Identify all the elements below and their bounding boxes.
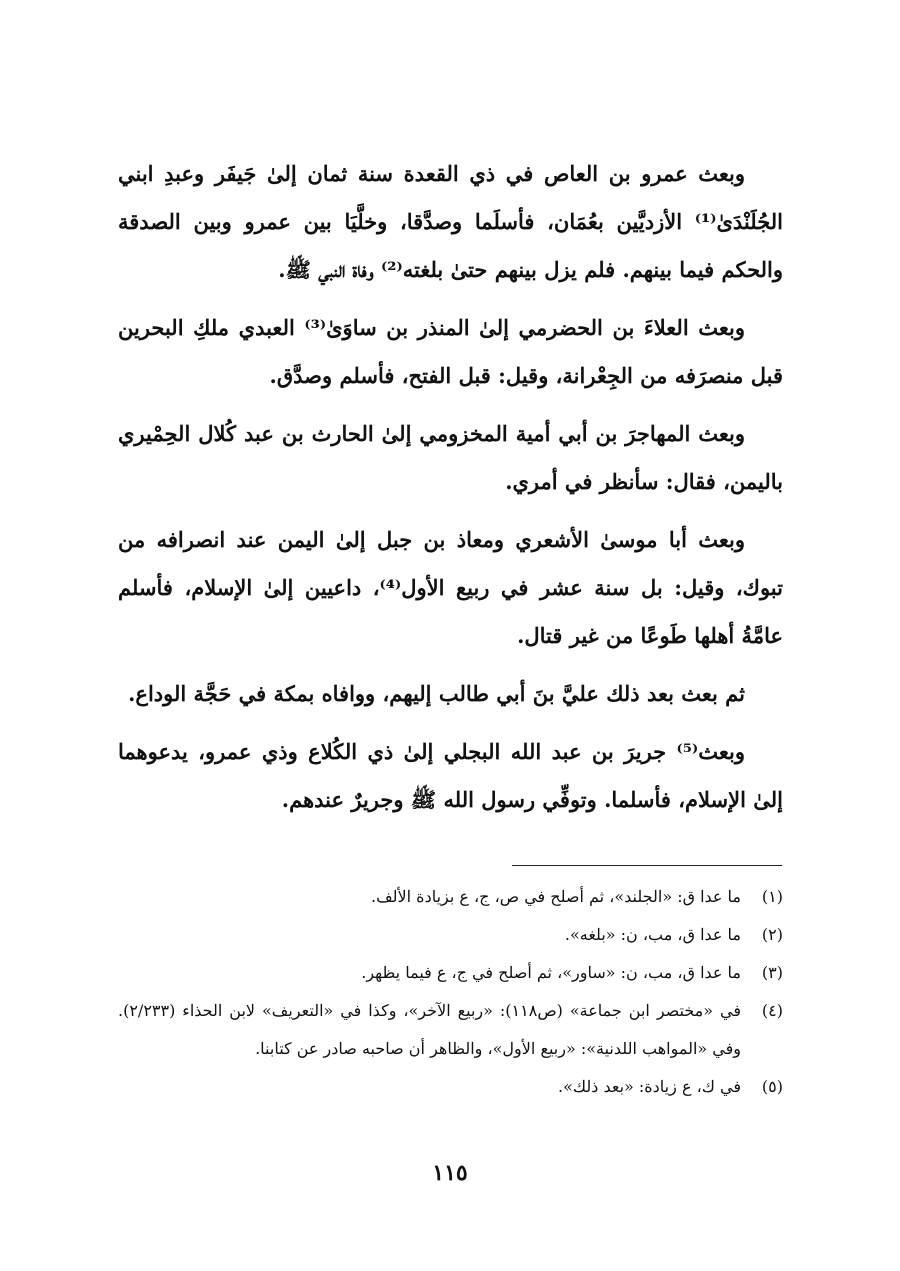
- paragraph: وبعث⁽⁵⁾ جريرَ بن عبد الله البجلي إلىٰ ذي الكُلاع وذي عمرو، يدعوهما إلىٰ الإسلام، فأسلما. وتوفِّي رسول الله ﷺ وجريرٌ عندهم.: [118, 739, 783, 812]
- footnote: [118, 916, 783, 954]
- paragraph: ثم بعث بعد ذلك عليَّ بنَ أبي طالب إليهم، ووافاه بمكة في حَجَّة الوداع.: [128, 681, 745, 706]
- footnote: [118, 878, 783, 916]
- paragraph: وبعث العلاءَ بن الحضرمي إلىٰ المنذر بن ساوَىٰ⁽³⁾ العبدي ملكِ البحرين قبل منصرَفه من الجِعْرانة، وقيل: قبل الفتح، فأسلم وصدَّق.: [118, 315, 783, 388]
- footnote-number: (١): [761, 887, 783, 906]
- main-text: [118, 150, 783, 834]
- footnote-text: ما عدا ق: «الجلند»، ثم أصلح في ص، ج، ع بزيادة الألف.: [371, 887, 741, 906]
- footnote-text: في «مختصر ابن جماعة» (ص١١٨): «ربيع الآخر»، وكذا في «التعريف» لابن الحذاء (٢/٢٣٣). وفي «المواهب اللدنية»: «ربيع الأول»، والظاهر أن صاحبه صادر عن كتابنا.: [118, 1001, 741, 1058]
- footnote: [118, 992, 783, 1068]
- footnote: [118, 954, 783, 992]
- paragraph: وبعث أبا موسىٰ الأشعري ومعاذ بن جبل إلىٰ اليمن عند انصرافه من تبوك، وقيل: بل سنة عشر في ربيع الأول⁽⁴⁾، داعيين إلىٰ الإسلام، فأسلم عامَّةُ أهلها طَوعًا من غير قتال.: [118, 527, 783, 648]
- footnotes: [118, 878, 783, 1106]
- footnote-number: (٤): [761, 1001, 783, 1020]
- footnote-text: ما عدا ق، مب، ن: «بلغه».: [564, 925, 741, 944]
- page-number: ١١٥: [432, 1160, 468, 1186]
- paragraph: وبعث عمرو بن العاص في ذي القعدة سنة ثمان إلىٰ جَيفَر وعبدِ ابني الجُلَنْدَىٰ⁽¹⁾ الأزديَّين بعُمَان، فأسلَما وصدَّقا، وخلَّيَا بين عمرو وبين الصدقة والحكم فيما بينهم. فلم يزل بينهم حتىٰ بلغته⁽²⁾ وفاة النبي ﷺ.: [118, 161, 783, 282]
- paragraph: وبعث المهاجرَ بن أبي أمية المخزومي إلىٰ الحارث بن عبد كُلال الحِمْيري باليمن، فقال: سأنظر في أمري.: [118, 421, 783, 494]
- footnote: [118, 1068, 783, 1106]
- footnote-number: (٥): [761, 1077, 783, 1096]
- footnote-text: ما عدا ق، مب، ن: «ساور»، ثم أصلح في ج، ع فيما يظهر.: [361, 963, 741, 982]
- footnote-number: (٢): [761, 925, 783, 944]
- footnote-number: (٣): [761, 963, 783, 982]
- footnote-separator: [512, 865, 782, 866]
- footnote-text: في ك، ع زيادة: «بعد ذلك».: [558, 1077, 741, 1096]
